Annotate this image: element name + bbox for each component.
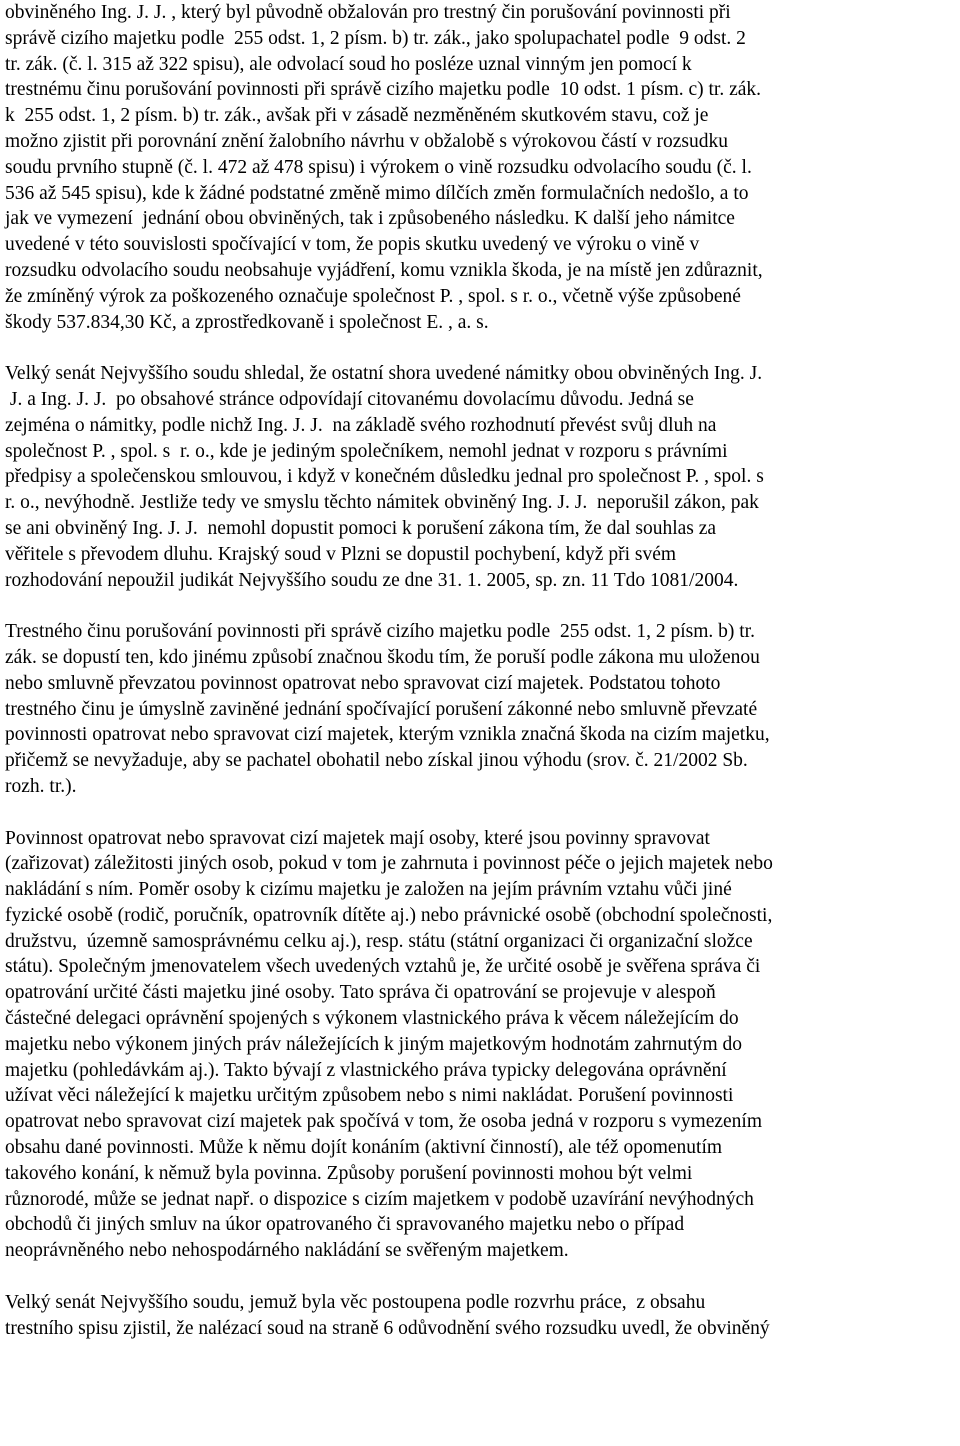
text-line: nebo smluvně převzatou povinnost opatrovat nebo spravovat cizí majetek. Podstatou tohoto — [5, 672, 721, 694]
text-line: Velký senát Nejvyššího soudu shledal, že ostatní shora uvedené námitky obou obviněných Ing. J. — [5, 363, 763, 385]
text-line: Velký senát Nejvyššího soudu, jemuž byla věc postoupena podle rozvrhu práce, z obsahu — [5, 1291, 706, 1313]
text-line: různorodé, může se jednat např. o dispozice s cizím majetkem v podobě uzavírání nevýhodných — [5, 1188, 754, 1210]
paragraph-5 — [5, 1290, 955, 1342]
text-line: věřitele s převodem dluhu. Krajský soud v Plzni se dopustil pochybení, když při svém — [5, 543, 677, 565]
paragraph-spacer — [5, 1264, 955, 1290]
text-line: správě cizího majetku podle 255 odst. 1, 2 písm. b) tr. zák., jako spolupachatel podle 9 odst. 2 — [5, 27, 746, 49]
text-line: částečné delegaci oprávnění spojených s výkonem vlastnického práva k věcem náležejícím do — [5, 1008, 739, 1030]
text-line: obsahu dané povinnosti. Může k němu dojít konáním (aktivní činností), ale též opomenutím — [5, 1137, 723, 1159]
text-line: J. a Ing. J. J. po obsahové stránce odpovídají citovanému dovolacímu důvodu. Jedná se — [5, 388, 694, 410]
text-line: jak ve vymezení jednání obou obviněných, tak i způsobeného následku. K další jeho námitce — [5, 208, 735, 230]
text-line: užívat věci náležející k majetku určitým způsobem nebo s nimi nakládat. Porušení povinnosti — [5, 1085, 734, 1107]
paragraph-2 — [5, 361, 955, 593]
text-line: zák. se dopustí ten, kdo jinému způsobí značnou škodu tím, že poruší podle zákona mu uloženou — [5, 646, 760, 668]
text-line: r. o., nevýhodně. Jestliže tedy ve smyslu těchto námitek obviněný Ing. J. J. neporušil zákon, pak — [5, 492, 759, 514]
text-line: fyzické osobě (rodič, poručník, opatrovník dítěte aj.) nebo právnické osobě (obchodní společnosti, — [5, 904, 773, 926]
text-line: družstvu, územně samosprávnému celku aj.), resp. státu (státní organizaci či organizační složce — [5, 930, 753, 952]
text-line: povinnosti opatrovat nebo spravovat cizí majetek, kterým vznikla značná škoda na cizím majetku, — [5, 724, 770, 746]
text-line: (zařizovat) záležitosti jiných osob, pokud v tom je zahrnuta i povinnost péče o jejich majetek nebo — [5, 853, 773, 875]
text-line: trestného činu je úmyslně zaviněné jednání spočívající porušení zákonné nebo smluvně převzaté — [5, 698, 758, 720]
text-line: obviněného Ing. J. J. , který byl původně obžalován pro trestný čin porušování povinnosti při — [5, 2, 731, 23]
text-line: majetku nebo výkonem jiných práv náležejících k jiným majetkovým hodnotám zahrnutým do — [5, 1033, 743, 1055]
text-line: společnost P. , spol. s r. o., kde je jediným společníkem, nemohl jednat v rozporu s právními — [5, 440, 728, 462]
text-line: uvedené v této souvislosti spočívající v tom, že popis skutku uvedený ve výroku o vině v — [5, 234, 700, 256]
text-line: rozh. tr.). — [5, 775, 77, 797]
paragraph-spacer — [5, 335, 955, 361]
text-line: neoprávněného nebo nehospodárného nakládání se svěřeným majetkem. — [5, 1240, 569, 1262]
text-line: trestního spisu zjistil, že nalézací soud na straně 6 odůvodnění svého rozsudku uvedl, že obviněný — [5, 1317, 770, 1339]
text-line: předpisy a společenskou smlouvou, i když v konečném důsledku jednal pro společnost P. , spol. s — [5, 466, 764, 488]
text-line: tr. zák. (č. l. 315 až 322 spisu), ale odvolací soud ho posléze uznal vinným jen pomocí k — [5, 53, 692, 75]
text-line: státu). Společným jmenovatelem všech uvedených vztahů je, že určité osobě je svěřena správa či — [5, 956, 761, 978]
paragraph-1 — [5, 0, 955, 335]
text-line: trestnému činu porušování povinnosti při správě cizího majetku podle 10 odst. 1 písm. c) tr. zák. — [5, 79, 762, 101]
paragraph-3 — [5, 619, 955, 800]
text-line: nakládání s ním. Poměr osoby k cizímu majetku je založen na jejím právním vztahu vůči jiné — [5, 879, 732, 901]
text-line: 536 až 545 spisu), kde k žádné podstatné změně mimo dílčích změn formulačních nedošlo, a to — [5, 182, 749, 204]
text-line: Povinnost opatrovat nebo spravovat cizí majetek mají osoby, které jsou povinny spravovat — [5, 827, 710, 849]
paragraph-spacer — [5, 800, 955, 826]
text-line: rozhodování nepoužil judikát Nejvyššího soudu ze dne 31. 1. 2005, sp. zn. 11 Tdo 1081/2004. — [5, 569, 739, 591]
text-line: rozsudku odvolacího soudu neobsahuje vyjádření, komu vznikla škoda, je na místě jen zdůraznit, — [5, 259, 763, 281]
text-line: Trestného činu porušování povinnosti při správě cizího majetku podle 255 odst. 1, 2 písm. b) tr. — [5, 621, 755, 643]
text-line: k 255 odst. 1, 2 písm. b) tr. zák., avšak při v zásadě nezměněném skutkovém stavu, což je — [5, 105, 709, 127]
text-line: majetku (pohledávkám aj.). Takto bývají z vlastnického práva typicky delegována oprávnění — [5, 1059, 727, 1081]
text-line: možno zjistit při porovnání znění žalobního návrhu v obžalobě s výrokovou částí v rozsudku — [5, 130, 728, 152]
text-line: škody 537.834,30 Kč, a zprostředkovaně i společnost E. , a. s. — [5, 311, 489, 333]
text-line: zejména o námitky, podle nichž Ing. J. J. na základě svého rozhodnutí převést svůj dluh na — [5, 414, 717, 436]
text-line: opatrovat nebo spravovat cizí majetek pak spočívá v tom, že osoba jedná v rozporu s vymezením — [5, 1111, 763, 1133]
text-line: že zmíněný výrok za poškozeného označuje společnost P. , spol. s r. o., včetně výše způsobené — [5, 285, 741, 307]
text-line: se ani obviněný Ing. J. J. nemohl dopustit pomoci k porušení zákona tím, že dal souhlas za — [5, 517, 717, 539]
text-line: přičemž se nevyžaduje, aby se pachatel obohatil nebo získal jinou výhodu (srov. č. 21/2002 Sb. — [5, 750, 748, 772]
document-page — [5, 0, 955, 1341]
text-line: obchodů či jiných smluv na úkor opatrovaného či spravovaného majetku nebo o případ — [5, 1214, 685, 1236]
paragraph-4 — [5, 826, 955, 1265]
paragraph-spacer — [5, 593, 955, 619]
text-line: takového konání, k němuž byla povinna. Způsoby porušení povinnosti mohou být velmi — [5, 1162, 693, 1184]
text-line: soudu prvního stupně (č. l. 472 až 478 spisu) i výrokem o vině rozsudku odvolacího soudu (č. l. — [5, 156, 752, 178]
text-line: opatrování určité části majetku jiné osoby. Tato správa či opatrování se projevuje v alespoň — [5, 982, 716, 1004]
